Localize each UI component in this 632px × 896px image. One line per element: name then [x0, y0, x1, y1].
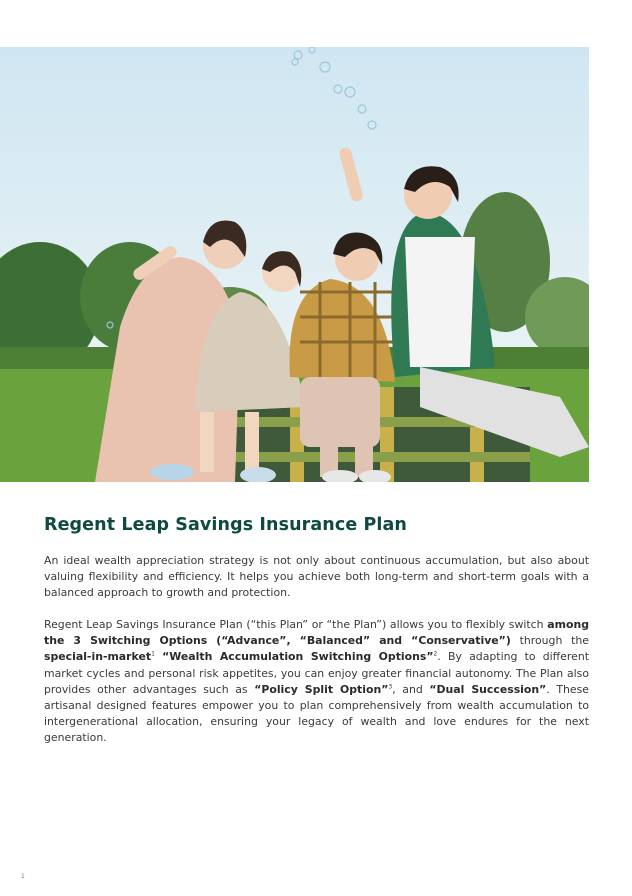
family-photo-illustration [0, 47, 589, 482]
text-run: Regent Leap Savings Insurance Plan (“this Plan” or “the Plan”) allows you to flexibly switch [44, 618, 548, 631]
dual-succession-text: “Dual Succession” [429, 682, 547, 696]
intro-paragraph: An ideal wealth appreciation strategy is not only about continuous accumulation, but also about valuing flexibility and efficiency. It helps you achieve both long-term and short-term goals with a balanced approach to growth and protection. [44, 554, 589, 600]
policy-split-option-text: “Policy Split Option” [254, 682, 389, 696]
footnote-marker: 3 [388, 683, 393, 691]
hero-photo [0, 47, 589, 482]
text-run: through the [510, 634, 589, 648]
text-run: . These artisanal designed features empower you to plan comprehensively from wealth accumulation to intergenerational allocation, ensuring your legacy of wealth and love endures for the next generation. [44, 682, 589, 745]
footnote-marker: 1 [151, 650, 155, 658]
text-run: . By adapting to different market cycles and personal risk appetites, you can enjoy greater financial autonomy. The Plan also provides other advantages such as [44, 650, 589, 696]
page-number: 1 [21, 873, 25, 880]
special-in-market-text: special-in-market [44, 650, 152, 664]
wealth-accumulation-option-text: “Wealth Accumulation Switching Options” [162, 650, 434, 664]
plan-title: Regent Leap Savings Insurance Plan [44, 515, 407, 535]
text-run: , and [392, 682, 430, 696]
switching-options-text: among the 3 Switching Options (“Advance”, “Balanced” and “Conservative”) [44, 618, 589, 648]
plan-description-paragraph [44, 617, 589, 747]
footnote-marker: 2 [433, 650, 438, 658]
